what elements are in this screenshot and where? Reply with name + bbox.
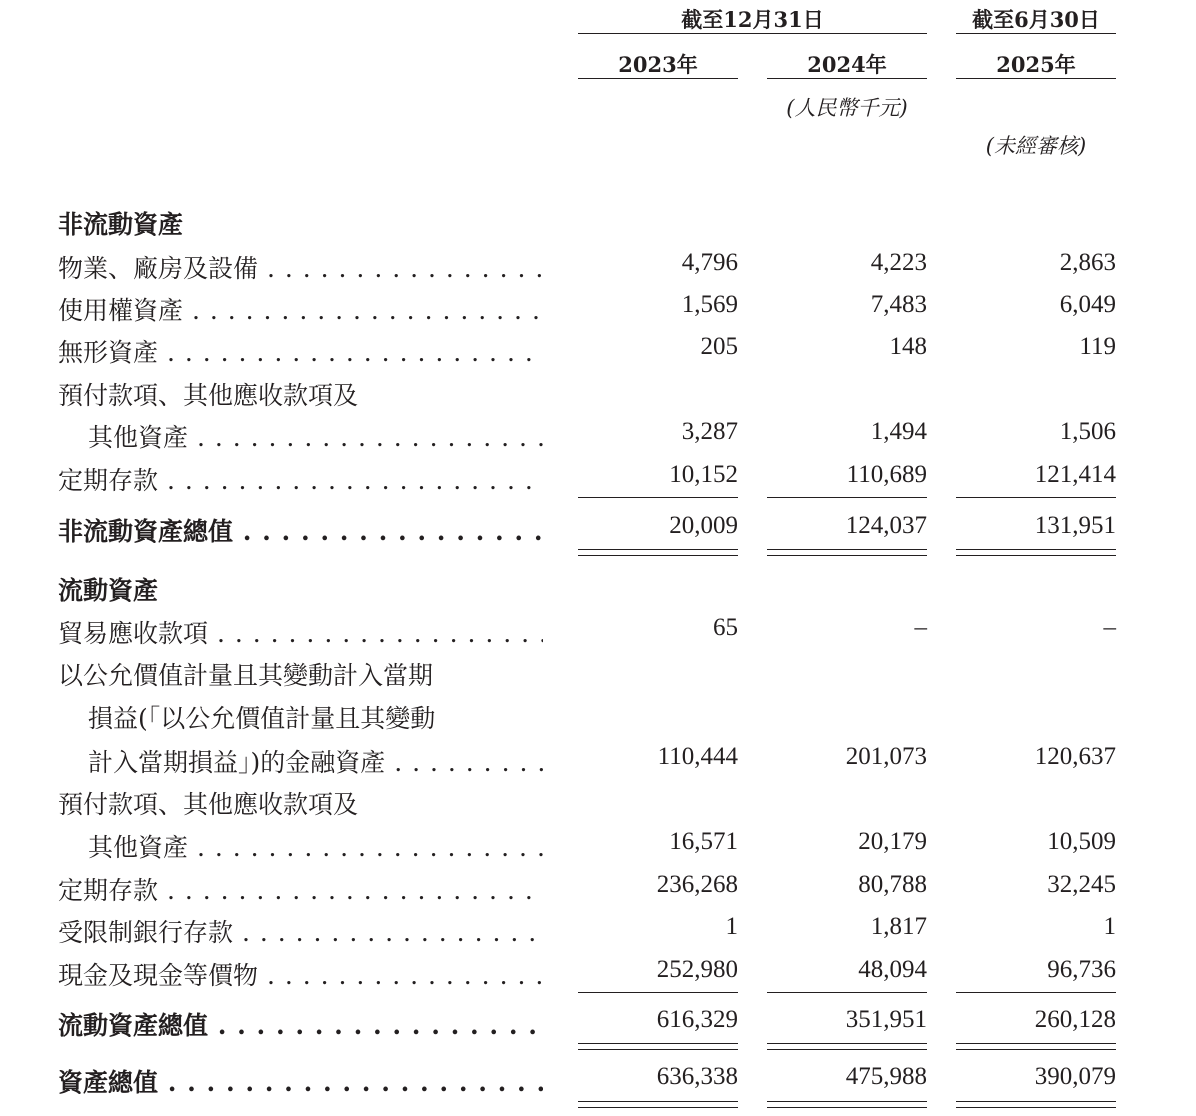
value-c-total-2023: 616,329 [656,1006,738,1033]
row-label-rou: 使用權資產 . . . [58,291,543,327]
subtotal-rule-c-2024 [767,992,927,993]
double-rule-c-2025-a [956,1043,1116,1044]
double-rule-nc-2025-a [956,549,1116,550]
row-label-c-prepay-line2: 其他資產 . . . [88,828,543,864]
double-rule-nc-2023-a [578,549,738,550]
value-trade-2023: 65 [713,614,738,641]
value-ppe-2025: 2,863 [1059,249,1116,276]
value-rou-2024: 7,483 [870,291,927,318]
subtotal-rule-c-2025 [956,992,1116,993]
header-rule-jun [956,33,1116,34]
double-rule-nc-2024-a [767,549,927,550]
value-restricted-2023: 1 [725,913,738,940]
col-rule-2023 [578,78,738,79]
row-label-nc-prepay-line2: 其他資產 . . . [88,418,543,454]
value-nc-total-2025: 131,951 [1034,512,1116,539]
row-label-fvtpl-line2: 損益(「以公允價值計量且其變動 [88,704,436,733]
value-trade-2025: – [1103,614,1116,641]
col-rule-2024 [767,78,927,79]
value-cash-2025: 96,736 [1047,956,1116,983]
value-nc-prepay-2024: 1,494 [870,418,927,445]
double-rule-ta-2024-b [767,1107,927,1108]
double-rule-ta-2024-a [767,1101,927,1102]
double-rule-c-2025-b [956,1049,1116,1050]
value-nc-prepay-2025: 1,506 [1059,418,1116,445]
row-label-nc-total: 非流動資產總值 . . . [58,512,543,548]
row-label-nc-deposits: 定期存款 . . . [58,461,543,497]
col-header-2023: 2023年 [618,52,698,77]
row-label-fvtpl-line3: 計入當期損益」)的金融資產 . . . [88,743,543,779]
row-label-c-total: 流動資產總值 . . . [58,1006,543,1042]
double-rule-nc-2024-b [767,555,927,556]
value-cash-2024: 48,094 [858,956,927,983]
value-c-deposits-2024: 80,788 [858,871,927,898]
header-group-jun: 截至6月30日 [972,7,1100,32]
row-label-intangible: 無形資產 . . . [58,333,543,369]
value-fvtpl-2025: 120,637 [1034,743,1116,770]
value-c-total-2024: 351,951 [845,1006,927,1033]
value-intangible-2023: 205 [700,333,738,360]
row-label-restricted: 受限制銀行存款 . . . [58,913,543,949]
subtotal-rule-c-2023 [578,992,738,993]
unaudited-note: (未經審核) [985,134,1087,158]
double-rule-c-2024-a [767,1043,927,1044]
row-label-c-prepay-line1: 預付款項、其他應收款項及 [58,790,359,819]
section-title-current: 流動資產 [58,576,159,605]
value-nc-deposits-2025: 121,414 [1034,461,1116,488]
double-rule-c-2023-b [578,1049,738,1050]
row-label-trade: 貿易應收款項 . . . [58,614,543,650]
double-rule-nc-2025-b [956,555,1116,556]
value-c-prepay-2024: 20,179 [858,828,927,855]
value-nc-deposits-2023: 10,152 [669,461,738,488]
value-c-prepay-2025: 10,509 [1047,828,1116,855]
col-rule-2025 [956,78,1116,79]
row-label-c-deposits: 定期存款 . . . [58,871,543,907]
value-c-prepay-2023: 16,571 [669,828,738,855]
double-rule-ta-2025-b [956,1107,1116,1108]
value-cash-2023: 252,980 [656,956,738,983]
row-label-total-assets: 資產總值 . . . [58,1063,543,1099]
value-nc-total-2023: 20,009 [669,512,738,539]
header-rule-dec [578,33,927,34]
double-rule-c-2024-b [767,1049,927,1050]
subtotal-rule-nc-2025 [956,497,1116,498]
subtotal-rule-nc-2024 [767,497,927,498]
double-rule-nc-2023-b [578,555,738,556]
value-restricted-2024: 1,817 [870,913,927,940]
subtotal-rule-nc-2023 [578,497,738,498]
value-ppe-2024: 4,223 [870,249,927,276]
value-intangible-2024: 148 [889,333,927,360]
value-ppe-2023: 4,796 [681,249,738,276]
value-fvtpl-2024: 201,073 [845,743,927,770]
row-label-nc-prepay-line1: 預付款項、其他應收款項及 [58,381,359,410]
value-nc-prepay-2023: 3,287 [681,418,738,445]
double-rule-ta-2023-b [578,1107,738,1108]
value-rou-2023: 1,569 [681,291,738,318]
value-total-assets-2023: 636,338 [656,1063,738,1090]
value-restricted-2025: 1 [1103,913,1116,940]
row-label-cash: 現金及現金等價物 . . . [58,956,543,992]
value-total-assets-2024: 475,988 [845,1063,927,1090]
value-c-total-2025: 260,128 [1034,1006,1116,1033]
value-rou-2025: 6,049 [1059,291,1116,318]
row-label-ppe: 物業、廠房及設備 . . . [58,249,543,285]
double-rule-ta-2025-a [956,1101,1116,1102]
section-title-noncurrent: 非流動資產 [58,210,184,239]
double-rule-ta-2023-a [578,1101,738,1102]
col-header-2024: 2024年 [807,52,887,77]
unit-note: (人民幣千元) [786,96,908,120]
value-total-assets-2025: 390,079 [1034,1063,1116,1090]
col-header-2025: 2025年 [996,52,1076,77]
value-nc-deposits-2024: 110,689 [846,461,927,488]
value-nc-total-2024: 124,037 [845,512,927,539]
row-label-fvtpl-line1: 以公允價值計量且其變動計入當期 [58,661,434,690]
value-c-deposits-2025: 32,245 [1047,871,1116,898]
double-rule-c-2023-a [578,1043,738,1044]
value-c-deposits-2023: 236,268 [656,871,738,898]
header-group-dec: 截至12月31日 [681,7,824,32]
value-trade-2024: – [914,614,927,641]
value-fvtpl-2023: 110,444 [657,743,738,770]
value-intangible-2025: 119 [1079,333,1116,360]
